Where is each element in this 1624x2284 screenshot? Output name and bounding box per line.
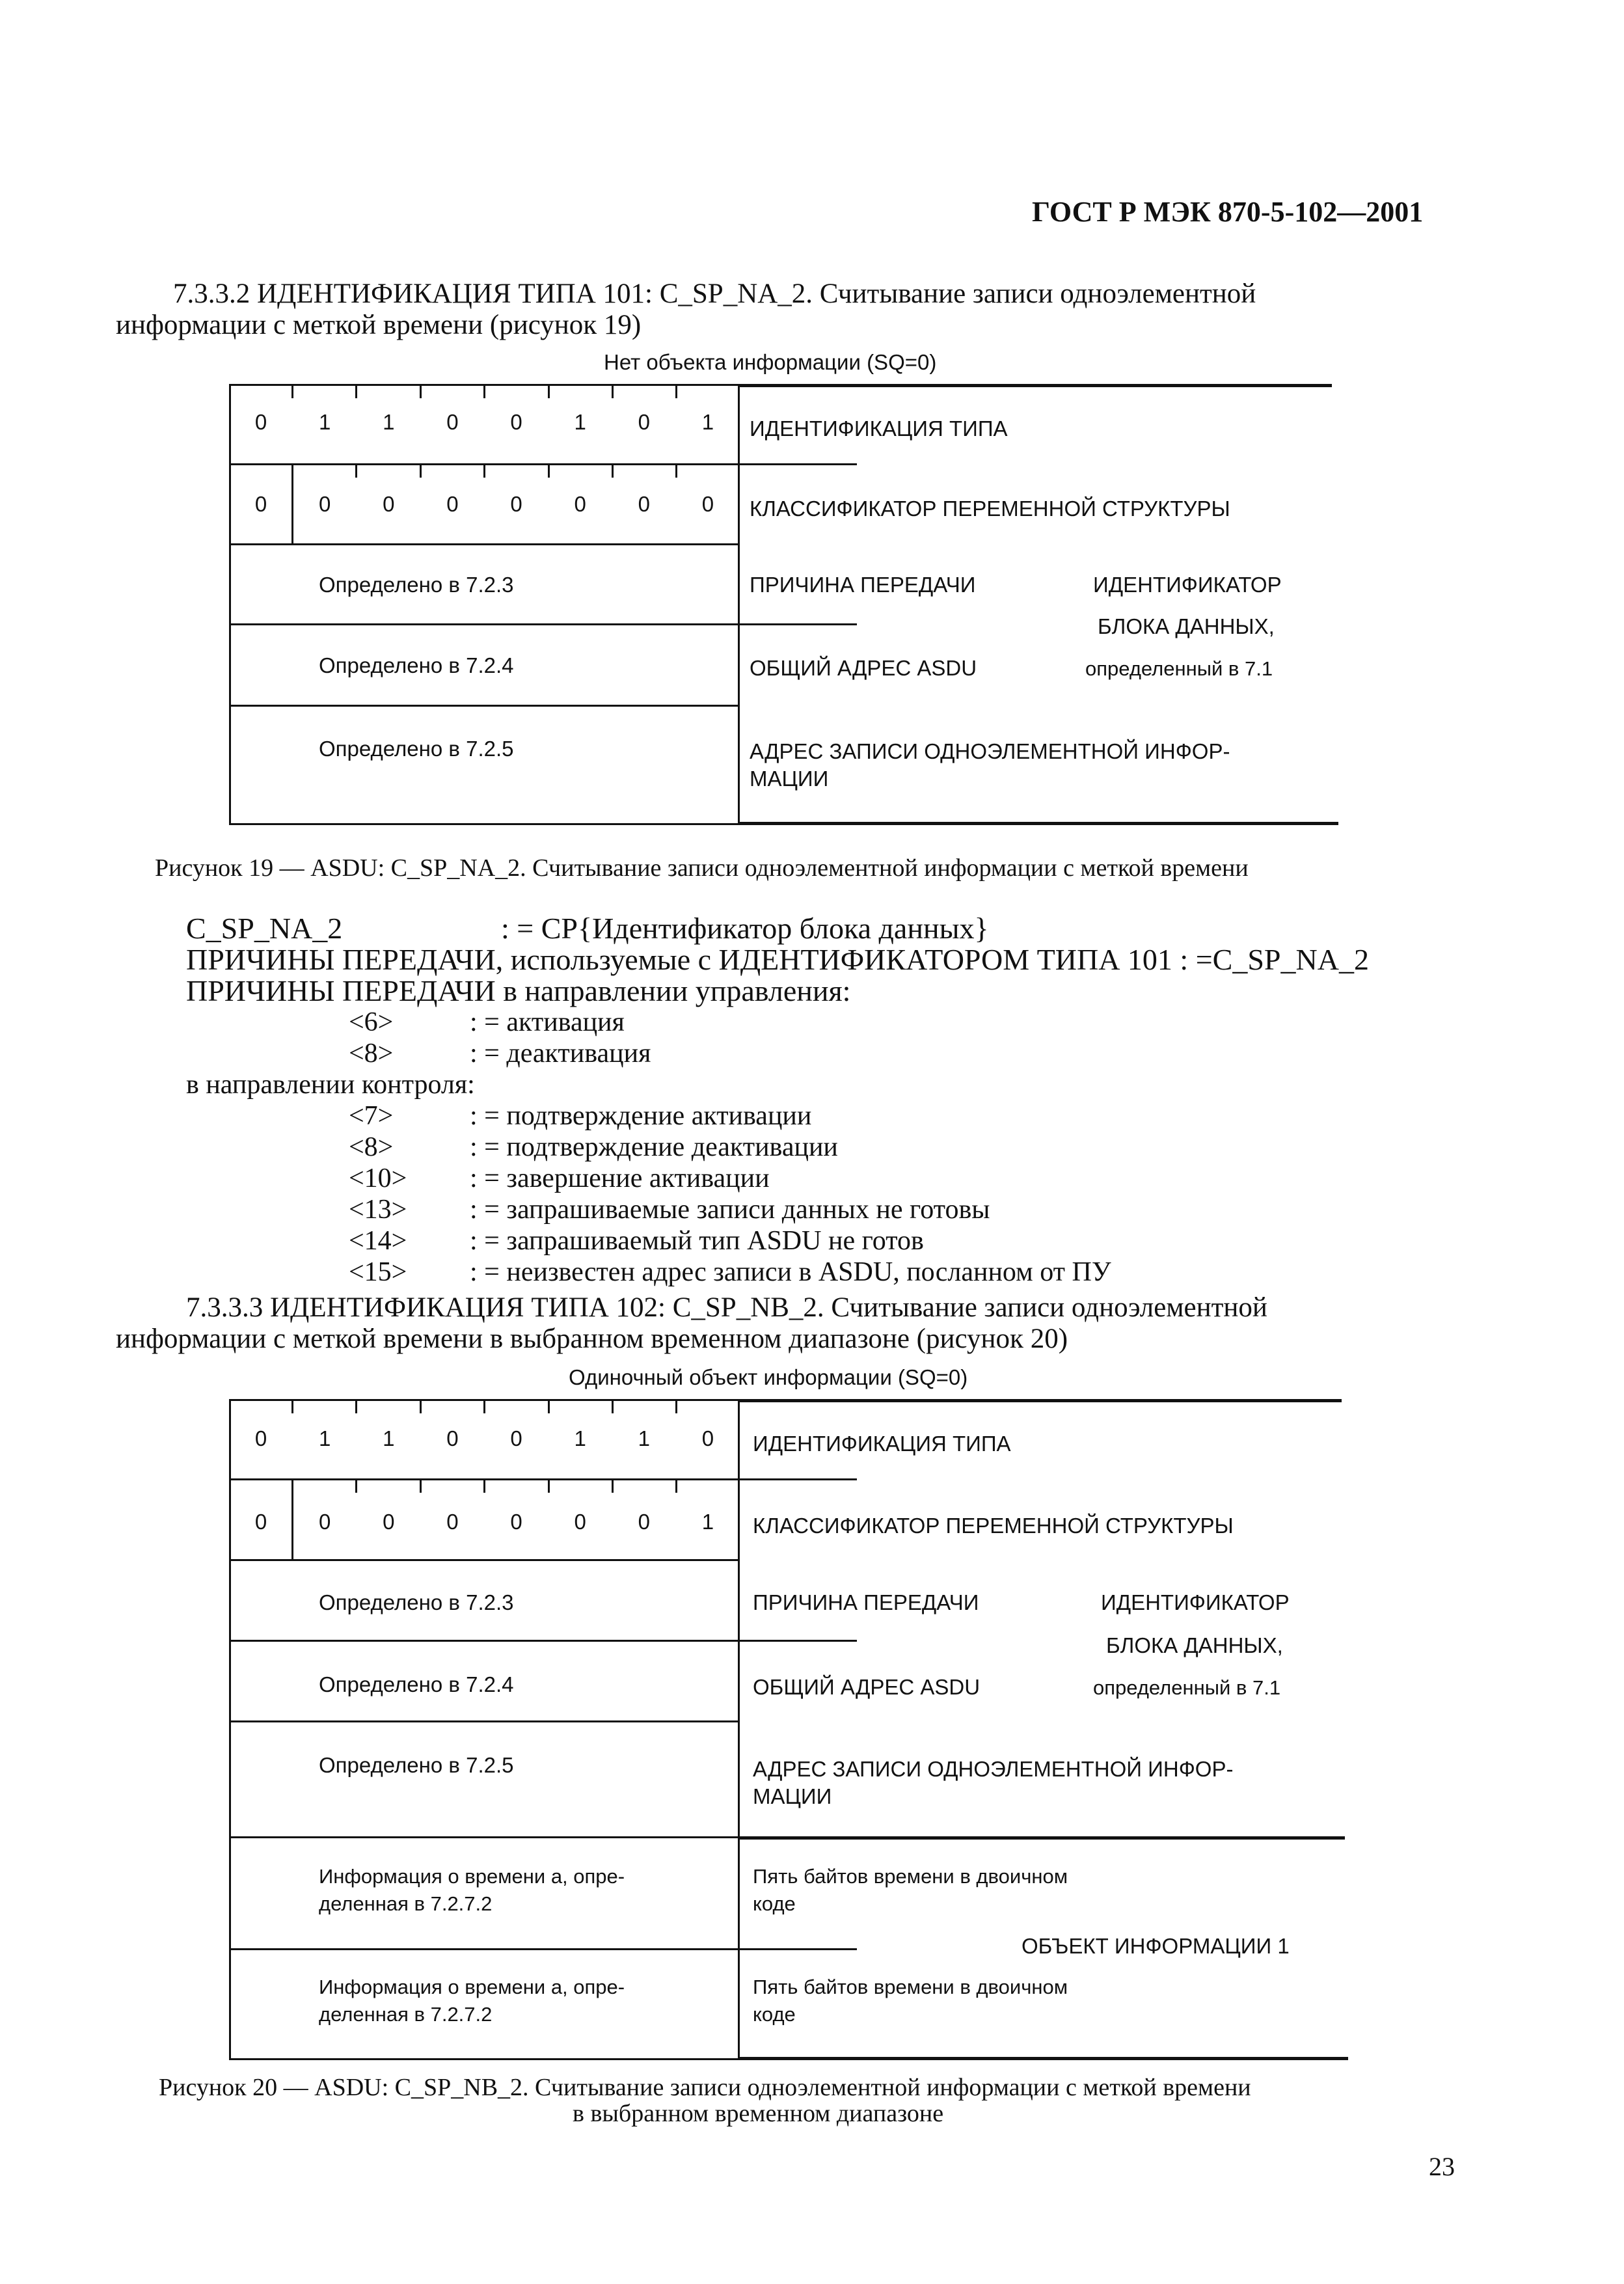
figure20-top-rule <box>740 1399 1342 1402</box>
figure20-row-sep <box>229 1948 740 1950</box>
figure19-row-sep <box>740 463 857 465</box>
figure20-time-a-text-2: деленная в 7.2.7.2 <box>319 1892 493 1915</box>
def-mon-heading: в направлении контроля: <box>186 1070 475 1100</box>
bit: 0 <box>446 410 459 434</box>
mon-text: : = запрашиваемый тип ASDU не готов <box>470 1226 924 1256</box>
tick <box>420 1399 422 1413</box>
tick <box>483 1478 485 1493</box>
bit: 0 <box>446 492 459 516</box>
bit: 0 <box>510 410 522 434</box>
bit: 0 <box>701 1426 714 1450</box>
figure20-time-b-label-2: коде <box>753 2003 796 2026</box>
figure20-block-id-1: ИДЕНТИФИКАТОР <box>1101 1590 1290 1614</box>
bit: 1 <box>574 410 586 434</box>
mon-code: <14> <box>349 1226 407 1256</box>
mon-code: <10> <box>349 1163 407 1193</box>
ctrl-code: <6> <box>349 1007 394 1037</box>
section-heading-line1: 7.3.3.2 ИДЕНТИФИКАЦИЯ ТИПА 101: C_SP_NA_2. Считывание записи одноэлементной <box>173 279 1256 309</box>
tick <box>612 463 614 478</box>
ctrl-text: : = деактивация <box>470 1039 651 1068</box>
def-ctrl-heading: ПРИЧИНЫ ПЕРЕДАЧИ в направлении управления: <box>186 974 851 1007</box>
figure19-block-id-2: БЛОКА ДАННЫХ, <box>1098 614 1275 638</box>
tick <box>420 1478 422 1493</box>
mon-text: : = запрашиваемые записи данных не готовы <box>470 1195 990 1225</box>
figure20-time-a-text-1: Информация о времени а, опре- <box>319 1865 625 1888</box>
figure20-row-sep <box>229 1836 740 1838</box>
tick <box>420 463 422 478</box>
mon-text: : = неизвестен адрес записи в ASDU, посланном от ПУ <box>470 1257 1111 1287</box>
tick <box>355 384 357 398</box>
figure19-row-sep <box>229 705 740 707</box>
tick <box>675 1478 677 1493</box>
mon-code: <13> <box>349 1195 407 1225</box>
figure19-row-sep <box>229 623 740 625</box>
figure19-row-sep <box>229 543 740 545</box>
mon-text: : = подтверждение активации <box>470 1101 812 1131</box>
figure20-cot-label: ПРИЧИНА ПЕРЕДАЧИ <box>753 1590 979 1614</box>
figure20-vsq-bits <box>229 1510 740 1534</box>
bit: 1 <box>319 1426 331 1450</box>
bit: 0 <box>510 1426 522 1450</box>
figure20-row-sep <box>740 1948 857 1950</box>
tick <box>420 384 422 398</box>
figure19-sq-label: Нет объекта информации (SQ=0) <box>604 350 937 374</box>
figure20-type-bits <box>229 1426 740 1451</box>
figure19-ioa-label-2: МАЦИИ <box>750 767 829 791</box>
tick <box>483 463 485 478</box>
figure20-time-a-label-1: Пять байтов времени в двоичном <box>753 1865 1068 1888</box>
figure20-mid-rule <box>740 1836 1345 1840</box>
bit: 0 <box>701 492 714 516</box>
bit: 0 <box>638 410 650 434</box>
section2-heading-line1: 7.3.3.3 ИДЕНТИФИКАЦИЯ ТИПА 102: C_SP_NB_2. Считывание записи одноэлементной <box>186 1292 1267 1323</box>
tick <box>675 463 677 478</box>
figure20-row-sep <box>229 1559 740 1561</box>
tick <box>291 384 293 398</box>
bit: 0 <box>638 1510 650 1534</box>
def-type-name: C_SP_NA_2 <box>186 912 343 945</box>
tick <box>483 384 485 398</box>
figure19-row-sep <box>740 623 857 625</box>
figure20-asdu-label: ОБЩИЙ АДРЕС ASDU <box>753 1675 981 1699</box>
tick <box>548 463 550 478</box>
bit: 1 <box>383 410 395 434</box>
figure19-caption: Рисунок 19 — ASDU: C_SP_NA_2. Считывание записи одноэлементной информации с меткой времени <box>155 854 1249 882</box>
page-number: 23 <box>1429 2152 1455 2181</box>
figure19-ioa-text: Определено в 7.2.5 <box>319 737 514 761</box>
bit: 0 <box>446 1510 459 1534</box>
figure20-block-id-2: БЛОКА ДАННЫХ, <box>1106 1633 1283 1657</box>
figure20-time-b-text-2: деленная в 7.2.7.2 <box>319 2003 493 2026</box>
figure20-ioa-label-2: МАЦИИ <box>753 1784 832 1808</box>
figure20-caption-line2: в выбранном временном диапазоне <box>573 2100 944 2127</box>
figure19-type-label: ИДЕНТИФИКАЦИЯ ТИПА <box>750 416 1008 441</box>
figure19-ioa-label-1: АДРЕС ЗАПИСИ ОДНОЭЛЕМЕНТНОЙ ИНФОР- <box>750 739 1230 763</box>
mon-text: : = завершение активации <box>470 1163 770 1193</box>
mon-code: <8> <box>349 1132 394 1162</box>
figure20-left-frame <box>229 1399 740 2060</box>
tick <box>355 1399 357 1413</box>
tick <box>612 1399 614 1413</box>
bit: 0 <box>510 492 522 516</box>
tick <box>291 1399 293 1413</box>
section2-heading-line2: информации с меткой времени в выбранном временном диапазоне (рисунок 20) <box>116 1324 1068 1354</box>
figure20-time-b-label-1: Пять байтов времени в двоичном <box>753 1976 1068 1998</box>
figure20-ioa-label-1: АДРЕС ЗАПИСИ ОДНОЭЛЕМЕНТНОЙ ИНФОР- <box>753 1757 1234 1781</box>
figure20-time-b-text-1: Информация о времени а, опре- <box>319 1976 625 1998</box>
figure19-block-id-1: ИДЕНТИФИКАТОР <box>1093 573 1282 597</box>
bit: 1 <box>701 410 714 434</box>
figure19-vsq-label: КЛАССИФИКАТОР ПЕРЕМЕННОЙ СТРУКТУРЫ <box>750 496 1230 521</box>
tick <box>612 384 614 398</box>
mon-text: : = подтверждение деактивации <box>470 1132 838 1162</box>
figure20-row-sep <box>740 1478 857 1480</box>
tick <box>548 384 550 398</box>
figure20-row-sep <box>229 1640 740 1642</box>
tick <box>612 1478 614 1493</box>
figure20-row-sep <box>740 1640 857 1642</box>
figure19-vsq-bits <box>229 492 740 517</box>
bit: 0 <box>254 1426 267 1450</box>
figure19-block-id-3: определенный в 7.1 <box>1085 657 1273 680</box>
bit: 1 <box>319 410 331 434</box>
tick <box>355 1478 357 1493</box>
figure20-cot-text: Определено в 7.2.3 <box>319 1590 514 1614</box>
def-type-value: : = CP{Идентификатор блока данных} <box>501 912 989 945</box>
figure19-bottom-rule <box>740 822 1338 825</box>
tick <box>675 384 677 398</box>
mon-code: <7> <box>349 1101 394 1131</box>
tick <box>675 1399 677 1413</box>
bit: 0 <box>574 1510 586 1534</box>
figure19-cot-label: ПРИЧИНА ПЕРЕДАЧИ <box>750 573 976 597</box>
figure20-info-object-label: ОБЪЕКТ ИНФОРМАЦИИ 1 <box>1022 1934 1290 1958</box>
bit: 0 <box>254 410 267 434</box>
tick <box>548 1399 550 1413</box>
bit: 0 <box>319 1510 331 1534</box>
bit: 1 <box>383 1426 395 1450</box>
figure20-caption-line1: Рисунок 20 — ASDU: C_SP_NB_2. Считывание записи одноэлементной информации с меткой времени <box>159 2074 1251 2101</box>
bit: 1 <box>638 1426 650 1450</box>
figure19-type-bits <box>229 410 740 435</box>
figure19-asdu-text: Определено в 7.2.4 <box>319 653 514 677</box>
figure19-top-rule <box>740 384 1332 387</box>
bit: 0 <box>319 492 331 516</box>
mon-code: <15> <box>349 1257 407 1287</box>
ctrl-code: <8> <box>349 1039 394 1068</box>
bit: 0 <box>254 1510 267 1534</box>
bit: 0 <box>510 1510 522 1534</box>
bit: 0 <box>574 492 586 516</box>
tick <box>483 1399 485 1413</box>
figure20-time-a-label-2: коде <box>753 1892 796 1915</box>
ctrl-text: : = активация <box>470 1007 625 1037</box>
bit: 0 <box>383 492 395 516</box>
bit: 0 <box>446 1426 459 1450</box>
figure20-bottom-rule <box>740 2057 1348 2060</box>
figure20-sq-label: Одиночный объект информации (SQ=0) <box>569 1365 968 1389</box>
section-heading-line2: информации с меткой времени (рисунок 19) <box>116 310 642 340</box>
tick <box>355 463 357 478</box>
figure20-block-id-3: определенный в 7.1 <box>1093 1676 1281 1699</box>
document-header: ГОСТ Р МЭК 870-5-102—2001 <box>1032 196 1424 228</box>
figure20-vsq-label: КЛАССИФИКАТОР ПЕРЕМЕННОЙ СТРУКТУРЫ <box>753 1514 1234 1538</box>
bit: 0 <box>254 492 267 516</box>
def-cot-heading: ПРИЧИНЫ ПЕРЕДАЧИ, используемые с ИДЕНТИФИКАТОРОМ ТИПА 101 : =C_SP_NA_2 <box>186 943 1369 976</box>
figure19-asdu-label: ОБЩИЙ АДРЕС ASDU <box>750 656 977 680</box>
figure19-cot-text: Определено в 7.2.3 <box>319 573 514 597</box>
bit: 0 <box>383 1510 395 1534</box>
figure20-row-sep <box>229 1720 740 1722</box>
figure20-type-label: ИДЕНТИФИКАЦИЯ ТИПА <box>753 1432 1011 1456</box>
figure20-ioa-text: Определено в 7.2.5 <box>319 1753 514 1777</box>
bit: 1 <box>701 1510 714 1534</box>
bit: 1 <box>574 1426 586 1450</box>
tick <box>548 1478 550 1493</box>
figure20-asdu-text: Определено в 7.2.4 <box>319 1672 514 1696</box>
bit: 0 <box>638 492 650 516</box>
